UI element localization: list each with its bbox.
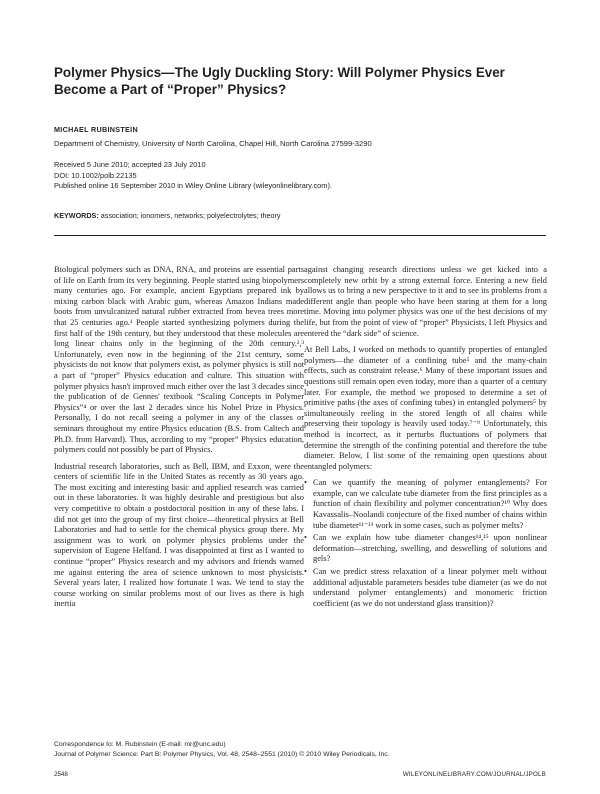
journal-url: WILEYONLINELIBRARY.COM/JOURNAL/JPOLB	[402, 771, 546, 778]
correspondence-note: Correspondence to: M. Rubinstein (E-mail: mr@unc.edu)	[54, 741, 226, 748]
header-divider	[54, 235, 546, 236]
list-item	[304, 533, 547, 565]
keywords-label: KEYWORDS:	[54, 211, 99, 220]
bullet-marker: •	[304, 567, 307, 577]
keywords	[54, 211, 281, 220]
right-column	[304, 265, 547, 611]
list-item	[304, 478, 547, 531]
paragraph: At Bell Labs, I worked on methods to quantify properties of entangled polymers—the diameter of a confining tube⁵ and the many-chain effects, such as constraint release.⁶ Many of these important issues and questions still remain open even today, more than a quarter of a century later. For example, the method we proposed to determine a set of primitive paths (the axes of confining tubes) in entangled polymers⁵ by simultaneously reeling in the stored length of all chains while preserving their topology is heavily used today.⁷⁻⁹ Unfortunately, this method is incorrect, as it perturbs fluctuations of polymers that determine the strength of the confining potential and therefore the tube diameter. Below, I list some of the remaining open questions about entangled polymers:	[304, 345, 547, 471]
journal-citation: Journal of Polymer Science: Part B: Polymer Physics, Vol. 48, 2548–2551 (2010) © 2010 Wiley Periodicals, Inc.	[54, 751, 390, 758]
published-online: Published online 16 September 2010 in Wiley Online Library (wileyonlinelibrary.com).	[54, 181, 332, 191]
bullet-marker: •	[304, 478, 307, 488]
list-item	[304, 567, 547, 609]
list-item-text: Can we quantify the meaning of polymer entanglements? For example, can we calculate tube diameter from the first principles as a function of chain flexibility and polymer concentration?¹⁰ Why does Kavassalis–Noolandi conjecture of the fixed number of chains within tube diameter¹¹⁻¹³ work in some cases, such as polymer melts?	[313, 478, 547, 530]
list-item-text: Can we predict stress relaxation of a linear polymer melt without additional adjustable parameters besides tube diameter (as we do not understand polymer entanglements) and monomeric friction coefficient (as we do not understand glass transition)?	[313, 567, 547, 608]
doi: DOI: 10.1002/polb.22135	[54, 170, 137, 180]
publication-dates	[54, 160, 332, 192]
paragraph: Industrial research laboratories, such as Bell, IBM, and Exxon, were the centers of scientific life in the United States as recently as 30 years ago. The most exciting and interesting basic and applied research was carried out in these laboratories. It was highly desirable and prestigious but also very competitive to obtain a postdoctoral position in any of these labs. I did not get into the group of my first choice—theoretical physics at Bell Laboratories and had to settle for the chemical physics group there. My assignment was to work on polymer physics problems under the supervision of Eugene Helfand. I was disappointed at first as I wanted to continue “proper” Physics research and my advisors and friends warned me against entering the area of science unknown to most physicists. Several years later, I realized how fortunate I was. We tend to stay the course working on similar problems most of our lives as there is high inertia	[54, 461, 304, 609]
keywords-list: association; ionomers, networks; polyelectrolytes; theory	[100, 211, 281, 220]
article-title: Polymer Physics—The Ugly Duckling Story: Will Polymer Physics Ever Become a Part of “Proper” Physics?	[54, 65, 505, 97]
page-number: 2548	[54, 771, 68, 778]
bullet-marker: •	[304, 533, 307, 543]
left-column	[54, 265, 304, 616]
list-item-text: Can we explain how tube diameter changes¹⁴,¹⁵ upon nonlinear deformation—stretching, swelling, and deswelling of solutions and gels?	[313, 533, 547, 564]
paragraph: against changing research directions unless we get kicked into a completely new orbit by a strong external force. Entering a new field allows us to bring a new perspective to it and to see its problems from a different angle than people who have been staring at them for a long time. Moving into polymer physics was one of the best decisions of my life, but from the point of view of “proper” Physicists, I left Physics and entered the “dark side” of science.	[304, 265, 547, 338]
received-date: Received 5 June 2010; accepted 23 July 2010	[54, 160, 206, 169]
open-questions-list	[304, 478, 547, 609]
paragraph: Biological polymers such as DNA, RNA, and proteins are essential parts of life on Earth from its very beginning. People started using biopolymers many centuries ago. For example, ancient Egyptians prepared ink by mixing carbon black with Arabic gum, whereas Amazon Indians made boots from unvulcanized natural rubber extracted from hevea trees more that 25 centuries ago.¹ People started synthesizing polymers during the first half of the 19th century, but they understood that these molecules are long linear chains only in the beginning of the 20th century.²,³ Unfortunately, even now in the beginning of the 21st century, some physicists do not know that polymers exist, as polymer physics is still not a part of “proper” Physics education and culture. This situation with polymer physics hasn't improved much either over the last 3 decades since the publication of de Gennes' textbook “Scaling Concepts in Polymer Physics”⁴ or over the last 2 decades since his Nobel Prize in Physics. Personally, I do not recall seeing a polymer in any of the classes or seminars throughout my entire Physics education (B.S. from Caltech and Ph.D. from Harvard). Thus, according to my “proper” Physics education, polymers could not possibly be part of Physics.	[54, 265, 304, 455]
author-name: MICHAEL RUBINSTEIN	[54, 125, 138, 134]
footnotes	[54, 740, 390, 760]
author-affiliation: Department of Chemistry, University of North Carolina, Chapel Hill, North Carolina 27599-3290	[54, 139, 372, 148]
